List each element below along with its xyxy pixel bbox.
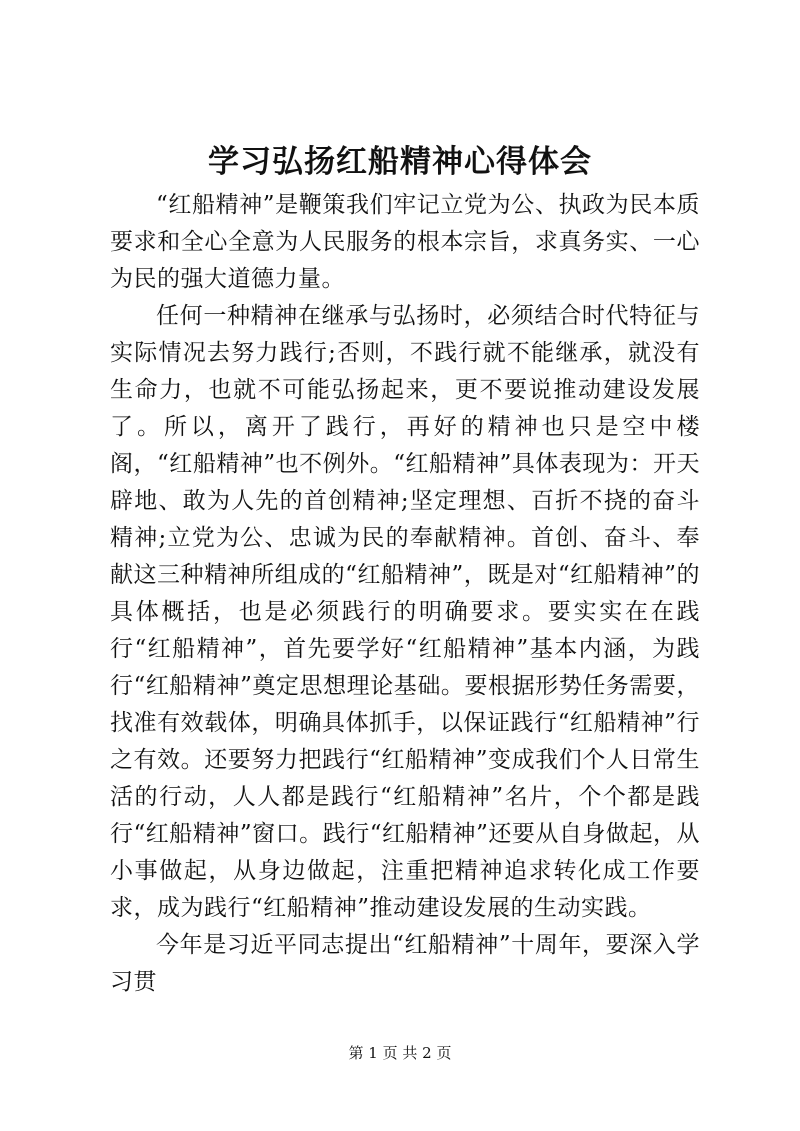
document-body — [110, 187, 700, 1001]
paragraph-1: “红船精神”是鞭策我们牢记立党为公、执政为民本质要求和全心全意为人民服务的根本宗旨，求真务实、一心为民的强大道德力量。 — [110, 192, 700, 292]
page-title: 学习弘扬红船精神心得体会 — [208, 144, 592, 180]
paragraph-2: 任何一种精神在继承与弘扬时，必须结合时代特征与实际情况去努力践行;否则，不践行就不能继承，就没有生命力，也就不可能弘扬起来，更不要说推动建设发展了。所以，离开了践行，再好的精神也只是空中楼阁，“红船精神”也不例外。“红船精神”具体表现为：开天辟地、敢为人先的首创精神;坚定理想、百折不挠的奋斗精神;立党为公、忠诚为民的奉献精神。首创、奋斗、奉献这三种精神所组成的“红船精神”，既是对“红船精神”的具体概括，也是必须践行的明确要求。要实实在在践行“红船精神”，首先要学好“红船精神”基本内涵，为践行“红船精神”奠定思想理论基础。要根据形势任务需要，找准有效载体，明确具体抓手，以保证践行“红船精神”行之有效。还要努力把践行“红船精神”变成我们个人日常生活的行动，人人都是践行“红船精神”名片，个个都是践行“红船精神”窗口。践行“红船精神”还要从自身做起，从小事做起，从身边做起，注重把精神追求转化成工作要求，成为践行“红船精神”推动建设发展的生动实践。 — [110, 303, 700, 921]
paragraph-3: 今年是习近平同志提出“红船精神”十周年，要深入学习贯 — [110, 932, 700, 995]
page-footer: 第 1 页 共 2 页 — [348, 1044, 452, 1062]
